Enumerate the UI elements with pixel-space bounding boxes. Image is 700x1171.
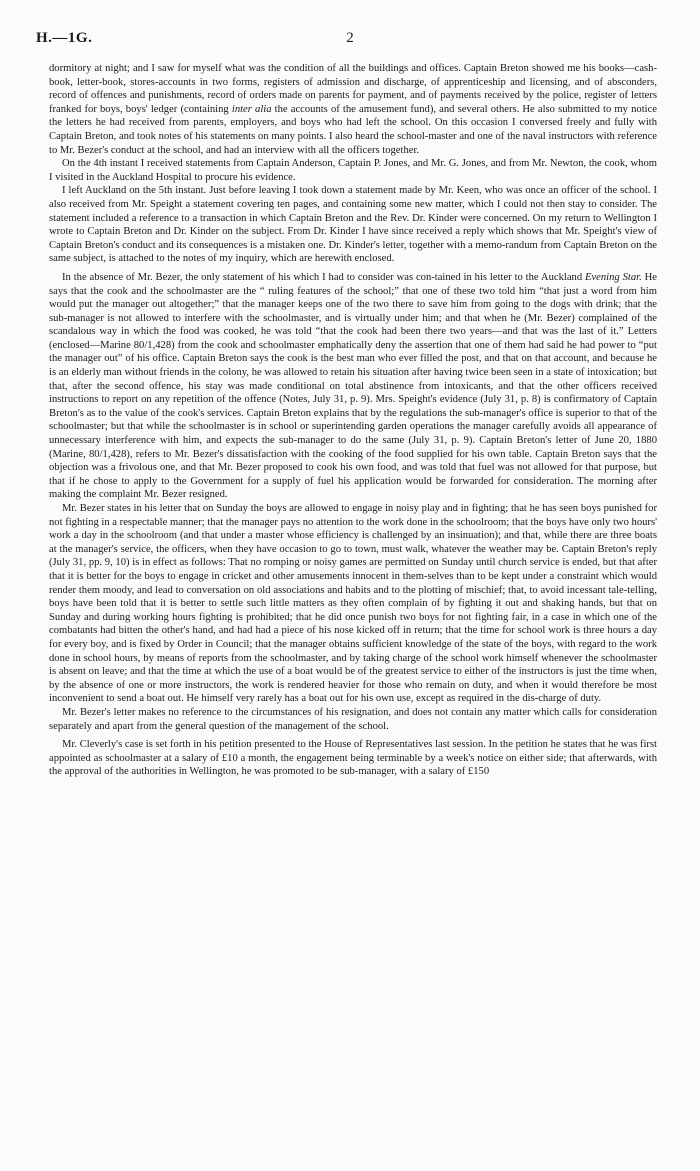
- page-header: [36, 30, 664, 50]
- text-run: the accounts of the amusement fund), and several others. He also submitted to my notice the letters he had received from parents, employers, and boys who had left the school. On this occasion I conversed freely and fully with Captain Breton, and took notes of his statements on many points. I also heard the school-master and one of the naval instructors with reference to Mr. Bezer's conduct at the school, and had an interview with all the officers together.: [49, 103, 657, 156]
- text-run: Mr. Bezer states in his letter that on Sunday the boys are allowed to engage in noisy play and in fighting; that he has seen boys punished for not fighting in a respectable manner; that the manager pays no attention to the work done in the schoolroom; that the boys have only two hours' work a day in the schoolroom (and that under a master whose efficiency is challenged by an insinuation); and that, while there are three boats at the manager's service, the officers, when they have occasion to go to town, must walk, whatever the weather may be. Captain Breton's reply (July 31, pp. 9, 10) is in effect as follows: That no romping or noisy games are permitted on Sunday until church service is ended, but that after that it is better for the boys to engage in cricket and other amusements innocent in them-selves than to be kept under a constraint which would render them moody, and lead to conversation on old associations and habits and to the plotting of mischief; that, to avoid incessant tale-telling, boys have been told that it is better to settle such little matters as they often complain of by fighting it out and shaking hands, but that on Sunday and during working hours fighting is prohibited; that he did once punish two boys for not fighting fair, in a case in which one of the combatants had bitten the other's hand, and had had a piece of his nose kicked off in return; that the time for school work is three hours a day for every boy, and is fixed by Order in Council; that the manager obtains sufficient knowledge of the state of the boys, with regard to the work done in school hours, by means of reports from the schoolmaster, and by taking charge of the school work himself whenever the schoolmaster is absent on leave; and that the time at which the use of a boat would be of the greatest service to either of the instructors is just the time when, by the absence of one or more instructors, the work is rendered heavier for those who remain on duty, and when it would therefore be most inconvenient to send a boat out. He himself very rarely has a boat out for his own use, except as required in the dis-charge of duty.: [49, 503, 657, 705]
- text-run: Mr. Cleverly's case is set forth in his petition presented to the House of Representatives last session. In the petition he states that he was first appointed as schoolmaster at a salary of £10 a month, the engagement being terminable by a week's notice on either side; that afterwards, with the approval of the authorities in Wellington, he was promoted to be sub-manager, with a salary of £150: [49, 739, 657, 778]
- paragraph: [49, 502, 657, 706]
- text-run: In the absence of Mr. Bezer, the only statement of his which I had to consider was con-tained in his letter to the Auckland: [62, 271, 585, 283]
- text-run: He says that the cook and the schoolmaster are the “ ruling features of the school;” that one of these two told him “that just a word from him would put the manager out altogether;” that the manager keeps one of the two there to save him from going to the dogs with drink; that the sub-manager is not allowed to interfere with the schoolmaster, and is virtually under him; and that when he (Mr. Bezer) complained of the scandalous way in which the food was cooked, he was told “that the cook had been there two years—and that was the last of it.” Letters (enclosed—Marine 80/1,428) from the cook and schoolmaster emphatically deny the assertion that one of them had said he had power to “put the manager out” of his office. Captain Breton says the cook is the best man who ever filled the post, and that on that account, and because he is an elderly man without friends in the colony, he was allowed to retain his situation after having twice been seen in a state of intoxication; but that, after the second offence, his stay was made conditional on total abstinence from intoxicants, and that the other officers received instructions to report on any repetition of the offence (Notes, July 31, p. 9). Mrs. Speight's evidence (July 31, p. 8) is confirmatory of Captain Breton's as to the value of the cook's services. Captain Breton explains that by the regulations the sub-manager's office is superior to that of the schoolmaster; but that while the schoolmaster is in school or superintending garden operations the manager carefully avoids all appearance of unnecessary interference with him, and expects the sub-manager to do the same (July 31, p. 9). Captain Breton's letter of June 20, 1880 (Marine, 80/1,428), refers to Mr. Bezer's dissatisfaction with the cooking of the food supplied for his own table. Captain Breton says that the objection was a frivolous one, and that Mr. Bezer proposed to cook his own food, and was told that fuel was not allowed for that purpose, but that if he chose to apply to the Government for a supply of fuel his application would be forwarded for consideration. The morning after making the complaint Mr. Bezer resigned.: [49, 271, 657, 501]
- document-body: [49, 62, 657, 779]
- page-number: 2: [346, 30, 354, 46]
- paragraph: [49, 706, 657, 733]
- paragraph: [49, 738, 657, 779]
- text-run: dormitory at night; and I saw for myself what was the condition of all the buildings and offices. Captain Breton showed me his books—cash-book, letter-book, stores-accounts in two forms, registers of admission and discharge, of apprenticeship and licensing, and of absconders, record of offences and punishments, record of orders made on parents for payment, and of payments received by the police, register of letters franked for boys, boys' ledger (containing: [49, 63, 657, 115]
- paragraph: [49, 271, 657, 502]
- text-run: Mr. Bezer's letter makes no reference to the circumstances of his resignation, and does not contain any matter which calls for consideration separately and apart from the general question of the management of the school.: [49, 706, 657, 732]
- paragraph: [49, 157, 657, 184]
- text-run: I left Auckland on the 5th instant. Just before leaving I took down a statement made by Mr. Keen, who was once an officer of the school. I also received from Mr. Speight a statement covering ten pages, and containing some new matter, which I could not then stay to consider. The statement included a reference to a transaction in which Captain Breton and the Rev. Dr. Kinder were concerned. On my return to Wellington I wrote to Captain Breton and Dr. Kinder on the subject. From Dr. Kinder I have since received a reply which shows that Mr. Speight's view of Captain Breton's conduct and its consequences is a mistaken one. Dr. Kinder's letter, together with a memo-randum from Captain Breton on the same subject, is attached to the notes of my inquiry, which are herewith enclosed.: [49, 185, 657, 265]
- text-run: On the 4th instant I received statements from Captain Anderson, Captain P. Jones, and Mr. G. Jones, and from Mr. Newton, the cook, whom I visited in the Auckland Hospital to procure his evidence.: [49, 158, 657, 183]
- italic-text: inter alia: [231, 103, 272, 115]
- paragraph-continued: [49, 62, 657, 157]
- paragraph: [49, 184, 657, 266]
- italic-text: Evening Star.: [585, 271, 642, 283]
- document-reference: H.—1G.: [36, 30, 93, 46]
